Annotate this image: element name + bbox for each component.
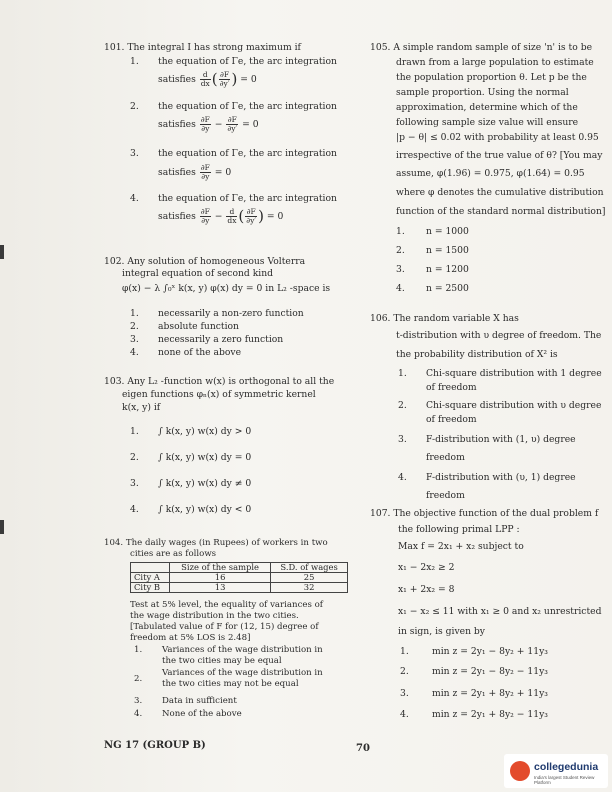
logo-tagline: India's largest Student Review Platform (534, 775, 595, 785)
q107-option-1-number: 1. (400, 646, 409, 657)
q107-option-4-number: 4. (400, 709, 409, 720)
q105-option-4: n = 2500 (426, 283, 469, 294)
q101-option-3-equation: satisfies $\frac{\partial F}{\partial y}$ = 0 (158, 163, 232, 181)
q103-option-1: ∫ k(x, y) w(x) dy > 0 (158, 426, 252, 437)
table-row (131, 573, 348, 583)
q104-line-2: cities are as follows (130, 549, 217, 559)
q101-option-3-text: the equation of Γe, the arc integration (158, 148, 337, 159)
q103-line-2: eigen functions φₙ(x) of symmetric kernel (122, 389, 316, 400)
q107-line-7: in sign, is given by (398, 626, 485, 637)
q106-option-4-number: 4. (398, 472, 407, 483)
q102-option-2: absolute function (158, 321, 239, 332)
q106-line-2: t-distribution with υ degree of freedom. The (396, 330, 602, 341)
q107-option-1: min z = 2y₁ − 8y₂ + 11y₃ (432, 646, 548, 657)
table-header-cell (131, 563, 170, 573)
q102-option-3-number: 3. (130, 334, 139, 345)
q107-option-3: min z = 2y₁ + 8y₂ + 11y₃ (432, 688, 548, 699)
q103-option-2: ∫ k(x, y) w(x) dy = 0 (158, 452, 252, 463)
q104-option-2-line-1: Variances of the wage distribution in (162, 668, 323, 678)
q105-option-3: n = 1200 (426, 264, 469, 275)
q102-option-2-number: 2. (130, 321, 139, 332)
q106-option-4-line-2: freedom (426, 490, 465, 501)
q106-option-4-line-1: F-distribution with (υ, 1) degree (426, 472, 576, 483)
q105-line-9: assume, φ(1.96) = 0.975, φ(1.64) = 0.95 (396, 168, 585, 179)
q104-option-4: None of the above (162, 709, 242, 719)
q107-line-4: x₁ − 2x₂ ≥ 2 (398, 562, 455, 573)
table-cell: 25 (271, 573, 348, 583)
page-number: 70 (356, 743, 370, 754)
q102-line-2: integral equation of second kind (122, 268, 274, 279)
q103-line-3: k(x, y) if (122, 402, 161, 413)
q106-option-2-line-2: of freedom (426, 414, 477, 425)
table-header-row (131, 563, 348, 573)
q105-option-1: n = 1000 (426, 226, 469, 237)
q105-line-5: approximation, determine which of the (396, 102, 578, 113)
table-cell: City A (131, 573, 170, 583)
q107-line-3: Max f = 2x₁ + x₂ subject to (398, 541, 524, 552)
q105-line-7: |p − θ| ≤ 0.02 with probability at least 0.95 (396, 132, 599, 143)
q104-body-4: freedom at 5% LOS is 2.48] (130, 633, 251, 643)
q107-line-1: 107. The objective function of the dual problem f (370, 508, 599, 519)
fraction: $\frac{d}{dx}$ (200, 70, 210, 88)
q104-option-2-number: 2. (134, 674, 143, 684)
q106-option-1-number: 1. (398, 368, 407, 379)
q105-line-8: irrespective of the true value of θ? [You may (396, 150, 603, 161)
q103-option-3: ∫ k(x, y) w(x) dy ≠ 0 (158, 478, 252, 489)
q101-option-4-text: the equation of Γe, the arc integration (158, 193, 337, 204)
fraction: $\frac{\partial F}{\partial y'}$ (246, 207, 257, 225)
q106-option-2-number: 2. (398, 400, 407, 411)
q105-option-3-number: 3. (396, 264, 405, 275)
q106-option-3-line-2: freedom (426, 452, 465, 463)
q106-option-1-line-1: Chi-square distribution with 1 degree (426, 368, 602, 379)
q107-line-5: x₁ + 2x₂ = 8 (398, 584, 455, 595)
q104-body-2: the wage distribution in the two cities. (130, 611, 299, 621)
table-header-cell: S.D. of wages (271, 563, 348, 573)
q106-option-2-line-1: Chi-square distribution with υ degree (426, 400, 602, 411)
q106-option-1-line-2: of freedom (426, 382, 477, 393)
q103-option-2-number: 2. (130, 452, 139, 463)
q107-option-2: min z = 2y₁ − 8y₂ − 11y₃ (432, 666, 548, 677)
q101-option-3-number: 3. (130, 148, 139, 159)
footer-code: NG 17 (GROUP B) (104, 740, 206, 751)
q106-option-3-line-1: F-distribution with (1, υ) degree (426, 434, 576, 445)
q102-option-1: necessarily a non-zero function (158, 308, 304, 319)
q104-option-2-line-2: the two cities may not be equal (162, 679, 299, 689)
q104-body-3: [Tabulated value of F for (12, 15) degree of (130, 622, 319, 632)
q101-option-4-number: 4. (130, 193, 139, 204)
q102-option-4: none of the above (158, 347, 242, 358)
q105-option-2: n = 1500 (426, 245, 469, 256)
q101-option-2-number: 2. (130, 101, 139, 112)
q104-option-1-line-1: Variances of the wage distribution in (162, 645, 323, 655)
logo-name: collegedunia (534, 761, 599, 773)
q103-option-3-number: 3. (130, 478, 139, 489)
q107-line-2: the following primal LPP : (398, 524, 520, 535)
q101-option-2-equation: satisfies $\frac{\partial F}{\partial y}$ − $\frac{\partial F}{\partial y'}$ = 0 (158, 115, 259, 133)
q101-option-4-equation: satisfies $\frac{\partial F}{\partial y}$ − $\frac{d}{dx}$ ( $\frac{\partial F}{\partial y'}$ ) = 0 (158, 207, 284, 225)
q103-line-1: 103. Any L₂ -function w(x) is orthogonal to all the (104, 376, 335, 387)
q105-line-3: the population proportion θ. Let p be the (396, 72, 587, 83)
q104-option-3: Data in sufficient (162, 696, 237, 706)
q105-line-4: sample proportion. Using the normal (396, 87, 569, 98)
fraction: $\frac{\partial F}{\partial y'}$ (219, 70, 230, 88)
q103-option-4: ∫ k(x, y) w(x) dy < 0 (158, 504, 252, 515)
q105-line-10: where φ denotes the cumulative distribution (396, 187, 604, 198)
q107-option-3-number: 3. (400, 688, 409, 699)
q105-option-1-number: 1. (396, 226, 405, 237)
q104-option-1-line-2: the two cities may be equal (162, 656, 282, 666)
fraction: $\frac{\partial F}{\partial y'}$ (227, 115, 238, 133)
q105-line-6: following sample size value will ensure (396, 117, 579, 128)
table-cell: 32 (271, 583, 348, 593)
graduation-cap-icon (510, 761, 530, 781)
q104-option-1-number: 1. (134, 645, 143, 655)
q104-option-4-number: 4. (134, 709, 143, 719)
fraction: $\frac{\partial F}{\partial y}$ (200, 207, 210, 225)
collegedunia-logo (504, 754, 608, 788)
q101-heading: 101. The integral I has strong maximum if (104, 42, 301, 53)
q101-option-1-text: the equation of Γe, the arc integration (158, 56, 337, 67)
table-row (131, 583, 348, 593)
q101-option-2-text: the equation of Γe, the arc integration (158, 101, 337, 112)
wages-table (130, 562, 348, 593)
q105-option-4-number: 4. (396, 283, 405, 294)
q102-line-3: φ(x) − λ ∫₀ˣ k(x, y) φ(x) dy = 0 in L₂ -space is (122, 283, 331, 294)
q107-option-4: min z = 2y₁ + 8y₂ − 11y₃ (432, 709, 548, 720)
q103-option-4-number: 4. (130, 504, 139, 515)
q103-option-1-number: 1. (130, 426, 139, 437)
fraction: $\frac{\partial F}{\partial y}$ (200, 115, 210, 133)
q105-line-2: drawn from a large population to estimate (396, 57, 594, 68)
q105-line-11: function of the standard normal distribution] (396, 206, 606, 217)
binding-marks (0, 0, 5, 792)
q102-option-4-number: 4. (130, 347, 139, 358)
q101-option-1-equation: satisfies $\frac{d}{dx}$ ( $\frac{\partial F}{\partial y'}$ ) = 0 (158, 70, 257, 88)
q102-line-1: 102. Any solution of homogeneous Volterra (104, 256, 306, 267)
q106-line-3: the probability distribution of X² is (396, 349, 558, 360)
table-cell: 16 (170, 573, 271, 583)
fraction: $\frac{\partial F}{\partial y}$ (200, 163, 210, 181)
table-cell: City B (131, 583, 170, 593)
q104-option-3-number: 3. (134, 696, 143, 706)
q105-option-2-number: 2. (396, 245, 405, 256)
q101-option-1-number: 1. (130, 56, 139, 67)
q104-body-1: Test at 5% level, the equality of variances of (130, 600, 323, 610)
q106-line-1: 106. The random variable X has (370, 313, 519, 324)
q107-line-6: x₁ − x₂ ≤ 11 with x₁ ≥ 0 and x₂ unrestricted (398, 606, 602, 617)
q105-line-1: 105. A simple random sample of size 'n' is to be (370, 42, 593, 53)
q106-option-3-number: 3. (398, 434, 407, 445)
table-header-cell: Size of the sample (170, 563, 271, 573)
table-cell: 13 (170, 583, 271, 593)
q102-option-1-number: 1. (130, 308, 139, 319)
q104-line-1: 104. The daily wages (in Rupees) of workers in two (104, 538, 328, 548)
q102-option-3: necessarily a zero function (158, 334, 284, 345)
fraction: $\frac{d}{dx}$ (227, 207, 237, 225)
q107-option-2-number: 2. (400, 666, 409, 677)
